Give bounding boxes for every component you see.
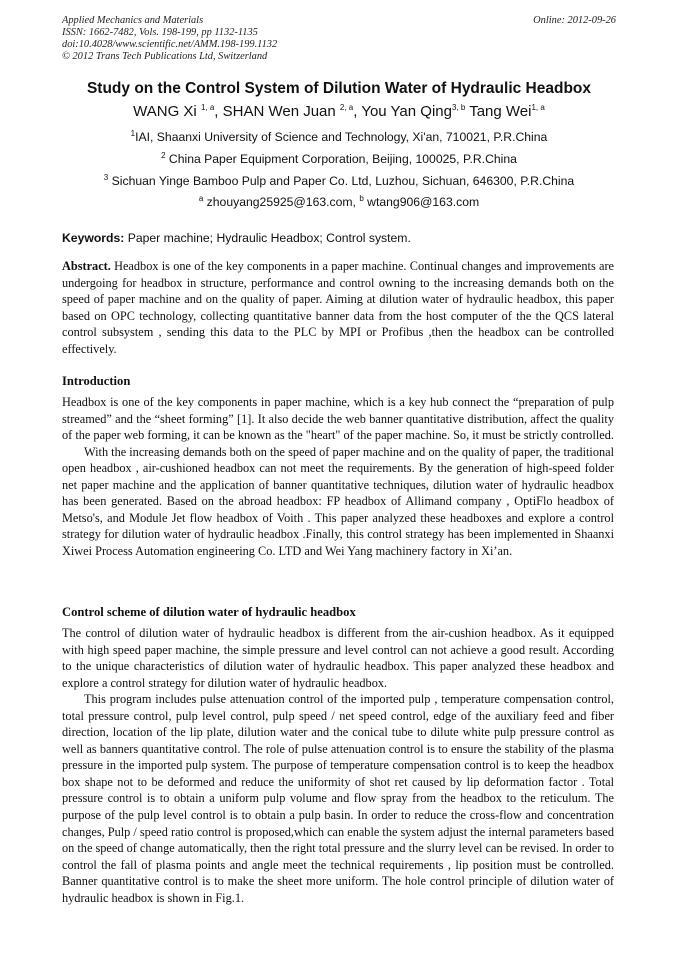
author-affiliation-mark: 2, a xyxy=(339,103,354,112)
author-name: WANG Xi xyxy=(133,103,201,120)
email-mark: a xyxy=(198,193,204,203)
affiliation-number: 3 xyxy=(103,172,109,182)
section-heading-introduction: Introduction xyxy=(62,374,131,388)
abstract-text: Headbox is one of the key components in a paper machine. Continual changes and improvements are undergoing for headbox in structure, performance and control owning to the increasing demands both on the speed of paper machine and on the quality of paper. Aiming at dilution water of hydraulic headbox, this paper based on OPC technology, collecting quantitative banner data from the host computer of the the QCS lateral control subsystem , sending this data to the PLC by MPI or Profibus ,then the headbox can be controlled effectively. xyxy=(62,259,614,356)
email-mark: b xyxy=(359,193,364,203)
abstract xyxy=(62,258,614,358)
paragraph: With the increasing demands both on the speed of paper machine and on the quality of paper, the traditional open headbox , air-cushioned headbox can not meet the requirements. By the generation of high-speed folder net paper machine and the application of banner quantitative techniques, dilution water of hydraulic headbox has been generated. Based on the abroad headbox: FP headbox of Allimand company , OptiFlo headbox of Metso's, and Module Jet flow headbox of Voith . This paper analyzed these headboxes and explore a control strategy for dilution water of hydraulic headbox .Finally, this control strategy has been implemented in Shaanxi Xiwei Process Automation engineering Co. LTD and Wei Yang machinery factory in Xi’an. xyxy=(62,444,615,558)
keywords-text: Paper machine; Hydraulic Headbox; Control system. xyxy=(124,231,411,245)
issn-line: ISSN: 1662-7482, Vols. 198-199, pp 1132-1135 xyxy=(62,27,258,38)
abstract-label: Abstract. xyxy=(62,259,111,273)
affiliation-number: 1 xyxy=(130,128,136,138)
author-affiliation-mark: 3, b xyxy=(451,103,466,112)
keywords xyxy=(62,231,411,245)
affiliation-1 xyxy=(0,130,678,144)
author-affiliation-mark: 1, a xyxy=(531,103,545,112)
doi-line: doi:10.4028/www.scientific.net/AMM.198-199.1132 xyxy=(62,39,278,50)
author-affiliation-mark: 1, a xyxy=(200,103,215,112)
journal-header xyxy=(62,15,277,63)
author-name: You Yan Qing xyxy=(361,103,452,120)
copyright-line: © 2012 Trans Tech Publications Ltd, Switzerland xyxy=(62,51,268,62)
affiliation-text: IAI, Shaanxi University of Science and Technology, Xi'an, 710021, P.R.China xyxy=(135,130,548,144)
author-name: Tang Wei xyxy=(469,103,532,120)
author-name: SHAN Wen Juan xyxy=(222,103,340,120)
affiliation-3 xyxy=(0,174,678,188)
introduction-body xyxy=(62,394,614,559)
email-line xyxy=(0,195,678,209)
author-separator: , xyxy=(214,103,223,120)
control-scheme-body xyxy=(62,625,614,906)
section-heading-control-scheme: Control scheme of dilution water of hydraulic headbox xyxy=(62,605,356,619)
affiliation-2 xyxy=(0,152,678,166)
paragraph: This program includes pulse attenuation control of the imported pulp , temperature compensation control, total pressure control, pulp level control, pulp speed / net speed control, edge of the auxiliary feed and fiber direction, location of the lip plate, dilution water and the conical tube to dilute white pulp pressure control as well as banners quantitative control. The role of pulse attenuation control is to ensure the stability of the plasma pressure in the imported pulp system. The purpose of temperature compensation control is to keep the headbox box shape not to be deformed and reduce the uniformity of shot ret caused by lip deformation factor . Total pressure control is to obtain a uniform pulp volume and flow spray from the headbox to the reticulum. The purpose of the pulp level control is to obtain a pulp basin. In order to reduce the cross-flow and concentration changes, Pulp / speed ratio control is proposed,which can enable the system adjust the internal parameters based on the speed of change automatically, then the right total pressure and the slurry level can be revised. In order to control the fall of plasma points and angle meet the technical requirements , lip position must be controlled. Banner quantitative control is to make the sheet more uniform. The hole control principle of dilution water of hydraulic headbox is shown in Fig.1. xyxy=(62,692,614,905)
affiliation-text: China Paper Equipment Corporation, Beijing, 100025, P.R.China xyxy=(165,152,517,166)
author-list xyxy=(0,103,678,120)
paper-title: Study on the Control System of Dilution Water of Hydraulic Headbox xyxy=(86,80,592,97)
affiliation-number: 2 xyxy=(161,150,166,160)
email-a: zhouyang25925@163.com, xyxy=(203,195,360,209)
affiliation-text: Sichuan Yinge Bamboo Pulp and Paper Co. Ltd, Luzhou, Sichuan, 646300, P.R.China xyxy=(108,174,575,188)
journal-name: Applied Mechanics and Materials xyxy=(62,15,204,26)
paragraph: The control of dilution water of hydraulic headbox is different from the air-cushion headbox. As it equipped with high speed paper machine, the simple pressure and level control can not achieve a good result. According to the unique characteristics of dilution water of hydraulic headbox. This paper analyzed these headbox and explore a control strategy for dilution water of hydraulic headbox. xyxy=(62,626,614,690)
keywords-label: Keywords: xyxy=(62,231,125,245)
email-b: wtang906@163.com xyxy=(363,195,480,209)
online-date: Online: 2012-09-26 xyxy=(533,15,616,26)
author-separator: , xyxy=(353,103,362,120)
paragraph: Headbox is one of the key components in paper machine, which is a key hub connect the “preparation of pulp streamed” and the “sheet forming” [1]. It also decide the web banner quantitative distribution, affect the quality of the paper web forming, it can be known as the "heart" of the paper machine. So, it must be strictly controlled. xyxy=(62,395,614,443)
